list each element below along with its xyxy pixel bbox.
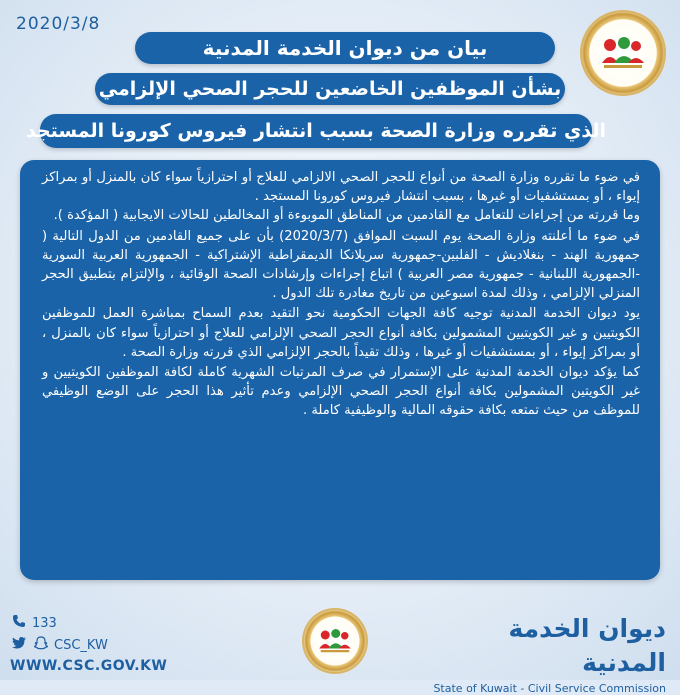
title-line-2: بشأن الموظفين الخاضعين للحجر الصحي الإلزامي <box>95 73 565 105</box>
footer-csc-logo <box>302 608 368 674</box>
org-name-english: State of Kuwait - Civil Service Commission <box>433 682 666 695</box>
body-paragraph-2: وما قررته من إجراءات للتعامل مع القادمين من المناطق الموبوءة أو المخالطين للحالات الايجابية ( المؤكدة ). <box>53 208 640 224</box>
footer-phone[interactable] <box>10 612 180 634</box>
org-name-arabic: ديوان الخدمة المدنية <box>508 614 666 677</box>
phone-number: 133 <box>32 615 57 631</box>
body-paragraph-1: في ضوء ما تقرره وزارة الصحة من أنواع للحجر الصحي الالزامي للعلاج أو احترازياً سواء كان بالمنزل أو بمراكز إيواء ، أو بمستشفيات أو غيرها ، بسبب انتشار فيروس كورونا المستجد . <box>42 170 640 205</box>
statement-date: 2020/3/8 <box>16 14 101 34</box>
statement-body <box>42 168 640 578</box>
footer-emblem-icon <box>316 626 354 656</box>
body-paragraph-4: يود ديوان الخدمة المدنية توجيه كافة الجهات الحكومية نحو التقيد بعدم السماح بمباشرة العمل للموظفين الكويتيين و غير الكويتيين المشمولين بكافة أنواع الحجر الصحي الإلزامي للعلاج أو احترازياً سواء كان بالمنزل ، أو بمراكز إيواء ، أو بمستشفيات أو غيرها ، وذلك تقيداً بالحجر الإلزامي الذي قررته وزارة الصحة . <box>42 306 640 360</box>
twitter-icon <box>10 637 28 653</box>
statement-body-panel <box>20 160 660 580</box>
footer-social[interactable] <box>10 634 180 656</box>
title-line-3: الذي تقرره وزارة الصحة بسبب انتشار فيروس كورونا المستجد <box>40 114 592 148</box>
social-handle: CSC_KW <box>54 637 108 653</box>
footer-contacts <box>10 612 180 674</box>
footer-org <box>426 612 666 695</box>
body-paragraph-5: كما يؤكد ديوان الخدمة المدنية على الإستمرار في صرف المرتبات الشهرية كاملة لكافة الموظفين الكويتيين و غير الكويتين المشمولين بكافة أنواع الحجر الصحي الإلزامي وعدم تأثير هذا الحجر على الوضع الوظيفي للموظف من حيث تمتعه بكافة حقوقه المالية والوظيفية كاملة . <box>42 365 640 419</box>
csc-logo <box>580 10 666 96</box>
snapchat-icon <box>32 636 50 654</box>
title-line-1: بيان من ديوان الخدمة المدنية <box>135 32 555 64</box>
phone-icon <box>10 614 28 632</box>
csc-emblem-icon <box>598 33 648 73</box>
body-paragraph-3: في ضوء ما أعلنته وزارة الصحة يوم السبت الموافق (2020/3/7) بأن على جميع القادمين من الدول التالية ( جمهورية الهند - بنغلاديش - الفلبين-جمهورية سريلانكا الديمقراطية الإشتراكية - الجمهورية العربية السورية -الجمهورية اللبنانية - جمهورية مصر العربية ) اتباع إجراءات وإرشادات الصحة الوقائية ، والإلتزام بتطبيق الحجر المنزلي الإلزامي ، وذلك لمدة اسبوعين من تاريخ مغادرة تلك الدول . <box>42 228 640 302</box>
website-link[interactable]: WWW.CSC.GOV.KW <box>10 658 168 674</box>
